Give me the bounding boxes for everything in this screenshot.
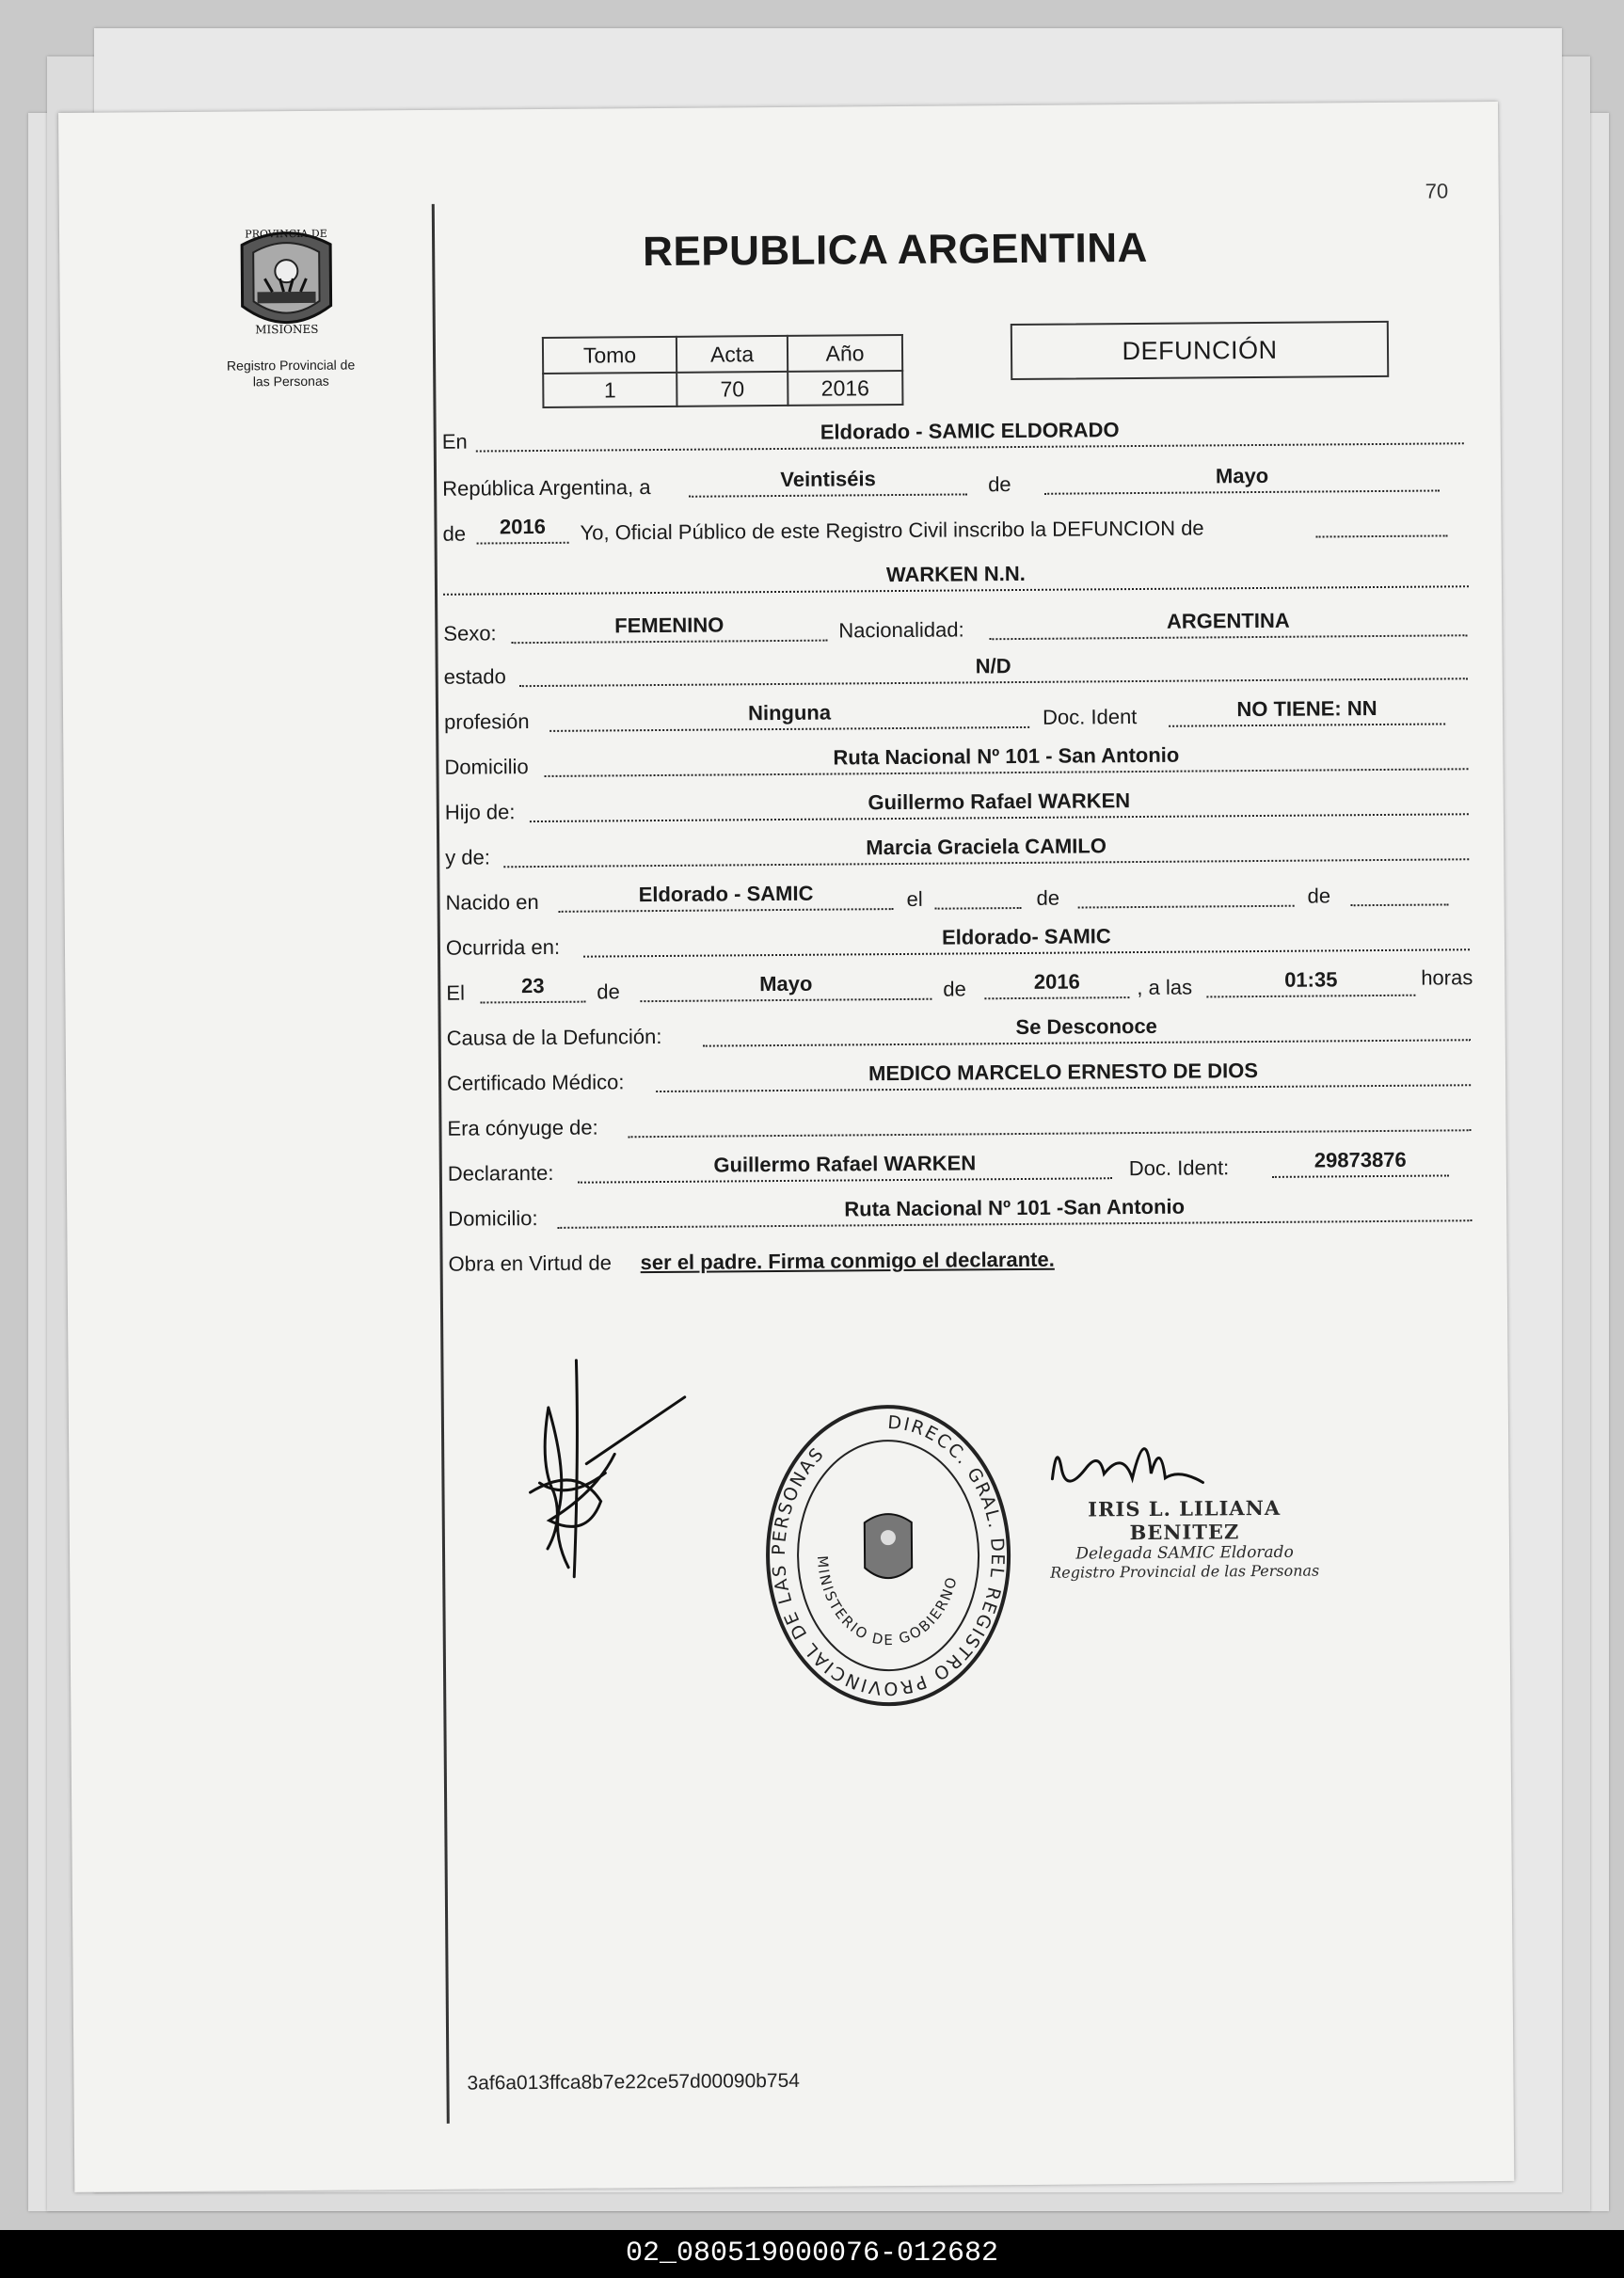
declarant-signature (510, 1350, 691, 1586)
doc-ident-value: NO TIENE: NN (1169, 696, 1445, 726)
declarant-value: Guillermo Rafael WARKEN (578, 1151, 1112, 1183)
row-declarant: Declarante: Guillermo Rafael WARKEN Doc. Ident: 29873876 (448, 1146, 1473, 1192)
day-words-value: Veintiséis (689, 467, 967, 497)
mother-value: Marcia Graciela CAMILO (503, 832, 1469, 868)
row-civil-status: estado N/D (444, 649, 1470, 695)
cause-value: Se Desconoce (703, 1012, 1471, 1046)
birthplace-value: Eldorado - SAMIC (558, 882, 893, 913)
crest-top-text: PROVINCIA DE (245, 227, 327, 241)
registry-name: Registro Provincial de las Personas (226, 357, 356, 390)
basis-value: ser el padre. Firma conmigo el declarante. (640, 1247, 1055, 1275)
certificate-page (58, 102, 1514, 2192)
row-mother: y de: Marcia Graciela CAMILO (445, 830, 1471, 876)
month-value: Mayo (1044, 463, 1440, 494)
row-inscription: de 2016 Yo, Oficial Público de este Registro Civil inscribo la DEFUNCION de (442, 506, 1468, 552)
row-birth: Nacido en Eldorado - SAMIC el de de (445, 875, 1471, 921)
address-value: Ruta Nacional Nº 101 - San Antonio (544, 741, 1468, 777)
seal-ring-text: DIRECC. GRAL. DEL REGISTRO PROVINCIAL DE LAS PERSONAS (768, 1411, 1009, 1699)
file-id-bar: 02_080519000076-012682 (0, 2230, 1624, 2278)
row-spouse: Era cónyuge de: (447, 1101, 1473, 1147)
crest-bottom-text: MISIONES (255, 322, 319, 337)
row-address: Domicilio Ruta Nacional Nº 101 - San Antonio (444, 740, 1470, 786)
book-reference-table (542, 334, 904, 408)
tomo-header: Tomo (543, 337, 677, 374)
row-place: En Eldorado - SAMIC ELDORADO (442, 414, 1468, 460)
nationality-value: ARGENTINA (989, 608, 1467, 640)
place-value: Eldorado - SAMIC ELDORADO (476, 416, 1464, 452)
row-basis: Obra en Virtud de ser el padre. Firma conmigo el declarante. (448, 1247, 1055, 1276)
row-death-date: El 23 de Mayo de 2016 , a las 01:35 horas (446, 965, 1473, 1005)
year-value: 2016 (476, 516, 568, 545)
row-date: República Argentina, a Veintiséis de Mayo (442, 461, 1468, 507)
official-signature (1047, 1411, 1208, 1497)
declarant-address-value: Ruta Nacional Nº 101 -San Antonio (557, 1193, 1472, 1229)
seal-inner-text: MINISTERIO DE GOBIERNO (813, 1554, 961, 1649)
document-type-box: DEFUNCIÓN (1011, 321, 1389, 380)
row-certificate: Certificado Médico: MEDICO MARCELO ERNESTO DE DIOS (447, 1056, 1473, 1102)
death-year-value: 2016 (984, 970, 1129, 999)
anio-value: 2016 (788, 371, 902, 406)
row-deceased (443, 557, 1469, 603)
declarant-doc-value: 29873876 (1272, 1148, 1449, 1177)
row-father: Hijo de: Guillermo Rafael WARKEN (445, 785, 1471, 831)
acta-value: 70 (677, 372, 788, 406)
document-hash: 3af6a013ffca8b7e22ce57d00090b754 (467, 2069, 801, 2095)
row-cause: Causa de la Defunción: Se Desconoce (447, 1011, 1473, 1057)
page-number: 70 (1425, 179, 1449, 203)
death-time-value: 01:35 (1206, 968, 1415, 998)
row-death-place: Ocurrida en: Eldorado- SAMIC (446, 920, 1472, 966)
official-stamp: IRIS L. LILIANA BENITEZ Delegada SAMIC Eldorado Registro Provincial de las Personas (1050, 1495, 1320, 1582)
province-crest-icon (231, 216, 342, 349)
country-title: REPUBLICA ARGENTINA (642, 224, 1149, 276)
deceased-name-value: WARKEN N.N. (443, 559, 1469, 596)
row-declarant-address: Domicilio: Ruta Nacional Nº 101 -San Antonio (448, 1191, 1473, 1237)
civil-status-value: N/D (519, 651, 1468, 687)
row-sex-nationality: Sexo: FEMENINO Nacionalidad: ARGENTINA (443, 606, 1469, 652)
profession-value: Ninguna (549, 700, 1029, 732)
certificate-value: MEDICO MARCELO ERNESTO DE DIOS (656, 1058, 1471, 1092)
death-day-value: 23 (480, 975, 585, 1004)
death-place-value: Eldorado- SAMIC (583, 922, 1470, 957)
sex-value: FEMENINO (511, 613, 827, 645)
tomo-value: 1 (543, 373, 677, 407)
acta-header: Acta (677, 336, 788, 373)
row-profession: profesión Ninguna Doc. Ident NO TIENE: NN (444, 694, 1470, 741)
death-month-value: Mayo (640, 972, 931, 1002)
anio-header: Año (788, 335, 902, 372)
registry-seal (760, 1399, 1017, 1712)
father-value: Guillermo Rafael WARKEN (530, 787, 1469, 822)
